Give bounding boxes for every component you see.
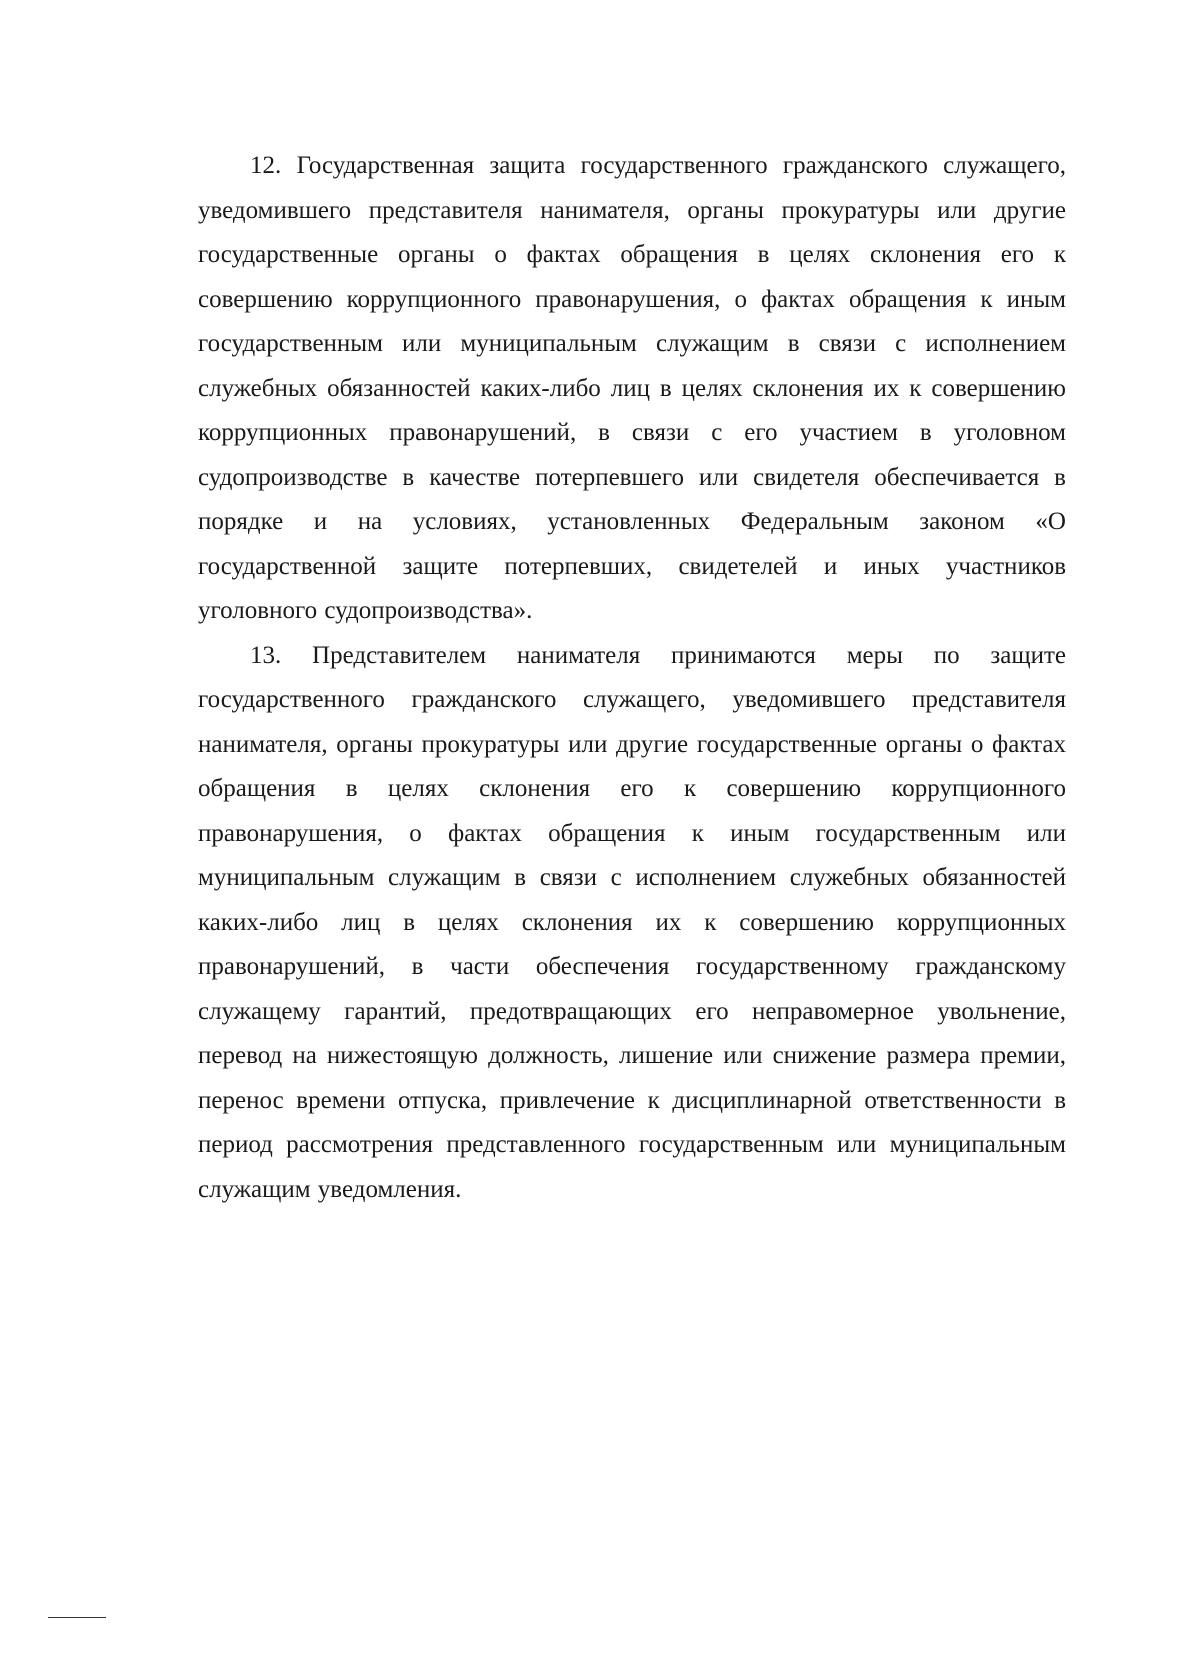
footer-divider — [48, 1617, 106, 1618]
paragraph-13: 13. Представителем нанимателя принимаются меры по защите государственного гражданского служащего, уведомившего представителя нанимателя, органы прокуратуры или другие государственные органы о фактах обращения в целях склонения его к совершению коррупционного правонарушения, о фактах обращения к иным государственным или муниципальным служащим в связи с исполнением служебных обязанностей каких-либо лиц в целях склонения их к совершению коррупционных правонарушений, в части обеспечения государственному гражданскому служащему гарантий, предотвращающих его неправомерное увольнение, перевод на нижестоящую должность, лишение или снижение размера премии, перенос времени отпуска, привлечение к дисциплинарной ответственности в период рассмотрения представленного государственным или муниципальным служащим уведомления. — [198, 641, 1066, 1203]
paragraph-12: 12. Государственная защита государственного гражданского служащего, уведомившего представителя нанимателя, органы прокуратуры или другие государственные органы о фактах обращения в целях склонения его к совершению коррупционного правонарушения, о фактах обращения к иным государственным или муниципальным служащим в связи с исполнением служебных обязанностей каких-либо лиц в целях склонения их к совершению коррупционных правонарушений, в связи с его участием в уголовном судопроизводстве в качестве потерпевшего или свидетеля обеспечивается в порядке и на условиях, установленных Федеральным законом «О государственной защите потерпевших, свидетелей и иных участников уголовного судопроизводства». — [198, 152, 1066, 624]
document-body — [198, 144, 1066, 1212]
